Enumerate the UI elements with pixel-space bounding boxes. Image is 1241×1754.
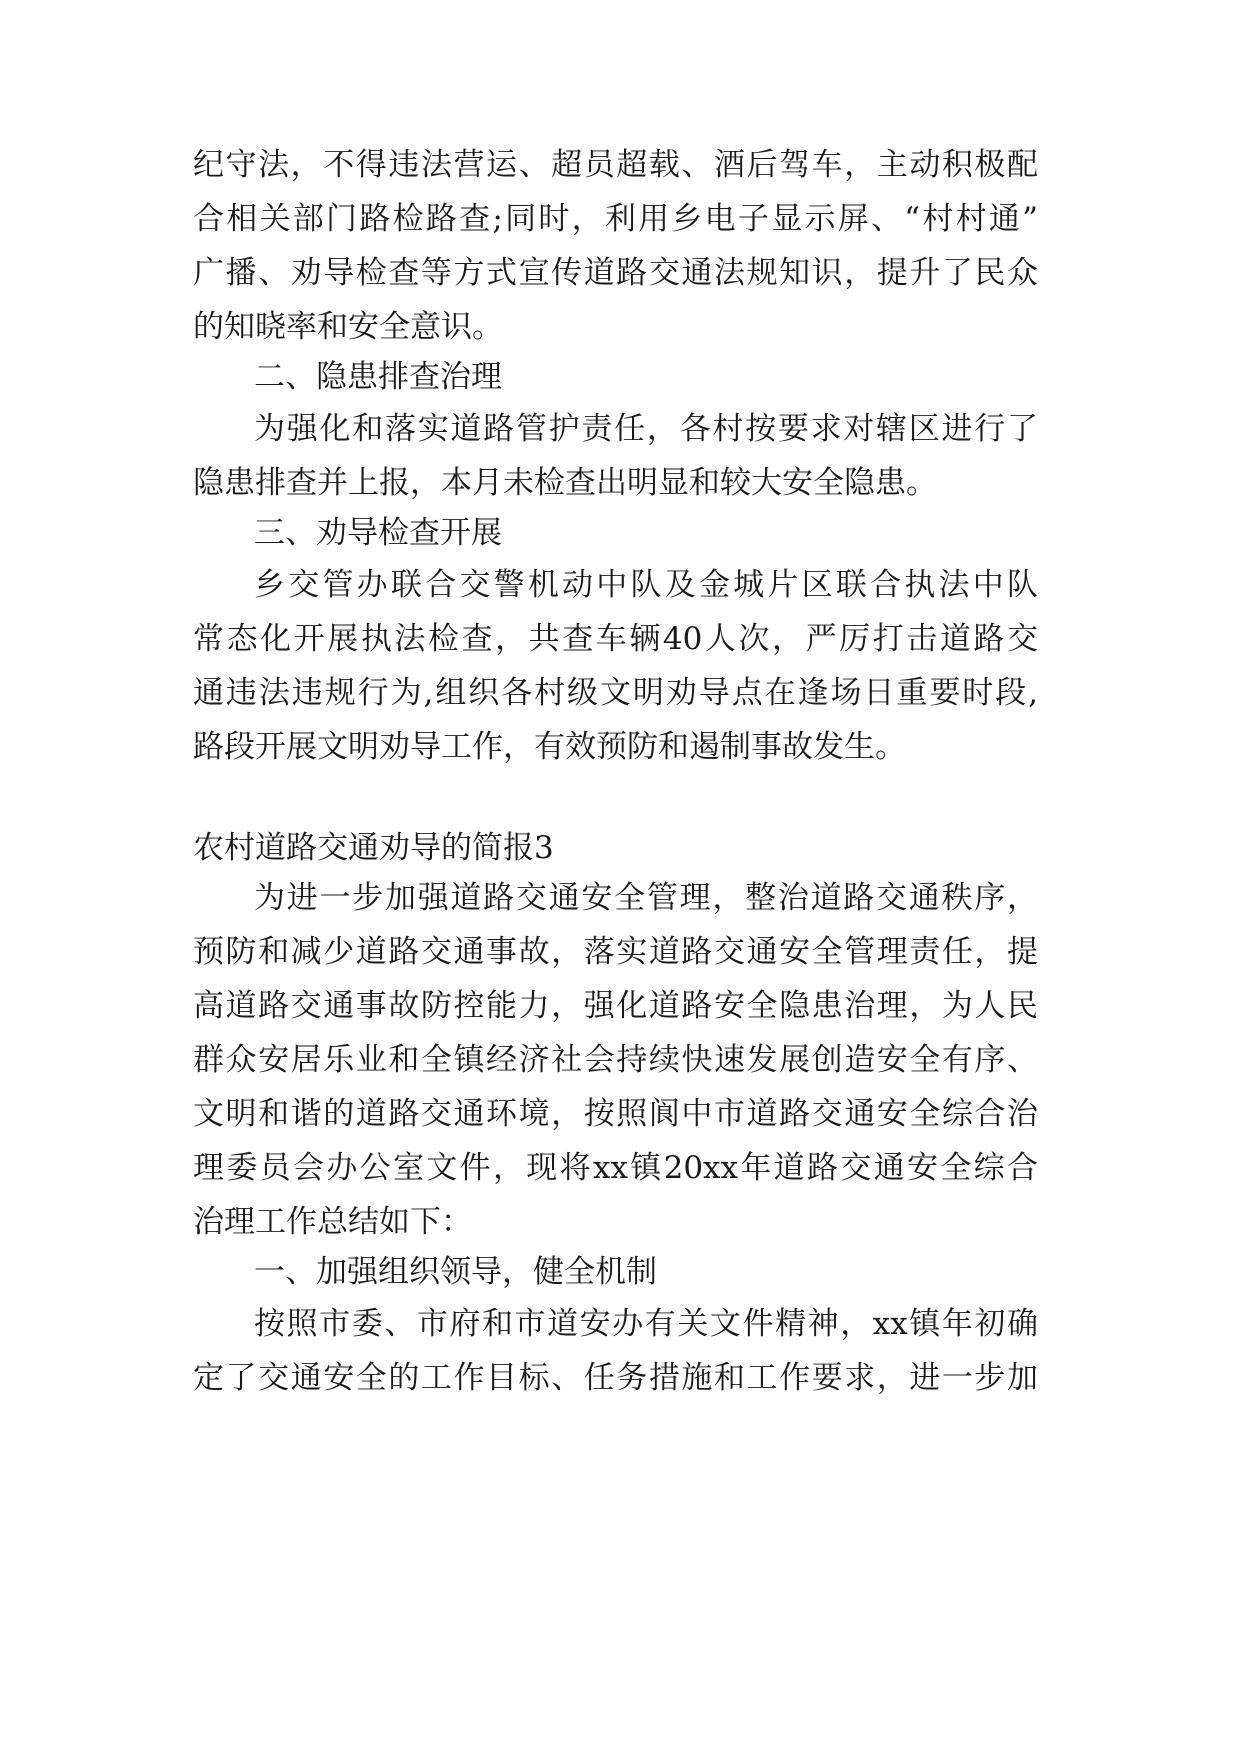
- paragraph-line: 隐患排查并上报，本月未检查出明显和较大安全隐患。: [193, 465, 937, 501]
- paragraph-line: 按照市委、市府和市道安办有关文件精神，xx镇年初确: [254, 1306, 1038, 1342]
- paragraph-line: 的知晓率和安全意识。: [193, 309, 503, 345]
- paragraph-line: 通违法违规行为,组织各村级文明劝导点在逢场日重要时段,: [193, 675, 1038, 711]
- paragraph-line: 路段开展文明劝导工作，有效预防和遏制事故发生。: [193, 729, 906, 765]
- paragraph-line: 纪守法，不得违法营运、超员超载、酒后驾车，主动积极配: [193, 147, 1038, 183]
- paragraph-line: 常态化开展执法检查，共查车辆40人次，严厉打击道路交: [193, 621, 1038, 657]
- paragraph-line: 为进一步加强道路交通安全管理，整治道路交通秩序，: [254, 880, 1038, 916]
- paragraph-line: 为强化和落实道路管护责任，各村按要求对辖区进行了: [254, 411, 1038, 447]
- paragraph-line: 定了交通安全的工作目标、任务措施和工作要求，进一步加: [193, 1360, 1038, 1396]
- paragraph-line: 治理工作总结如下：: [193, 1204, 472, 1240]
- paragraph-line: 乡交管办联合交警机动中队及金城片区联合执法中队: [254, 567, 1038, 603]
- section-heading: 三、劝导检查开展: [254, 515, 502, 551]
- section-heading: 二、隐患排查治理: [254, 359, 502, 395]
- section-heading: 一、加强组织领导，健全机制: [254, 1254, 657, 1290]
- paragraph-line: 广播、劝导检查等方式宣传道路交通法规知识，提升了民众: [193, 255, 1038, 291]
- paragraph-line: 预防和减少道路交通事故，落实道路交通安全管理责任，提: [193, 934, 1038, 970]
- paragraph-line: 合相关部门路检路查;同时，利用乡电子显示屏、“村村通”: [193, 201, 1038, 237]
- paragraph-line: 高道路交通事故防控能力，强化道路安全隐患治理，为人民: [193, 988, 1038, 1024]
- document-title: 农村道路交通劝导的简报3: [193, 830, 554, 866]
- paragraph-line: 文明和谐的道路交通环境，按照阆中市道路交通安全综合治: [193, 1096, 1038, 1132]
- paragraph-line: 群众安居乐业和全镇经济社会持续快速发展创造安全有序、: [193, 1042, 1038, 1078]
- paragraph-line: 理委员会办公室文件，现将xx镇20xx年道路交通安全综合: [193, 1150, 1038, 1186]
